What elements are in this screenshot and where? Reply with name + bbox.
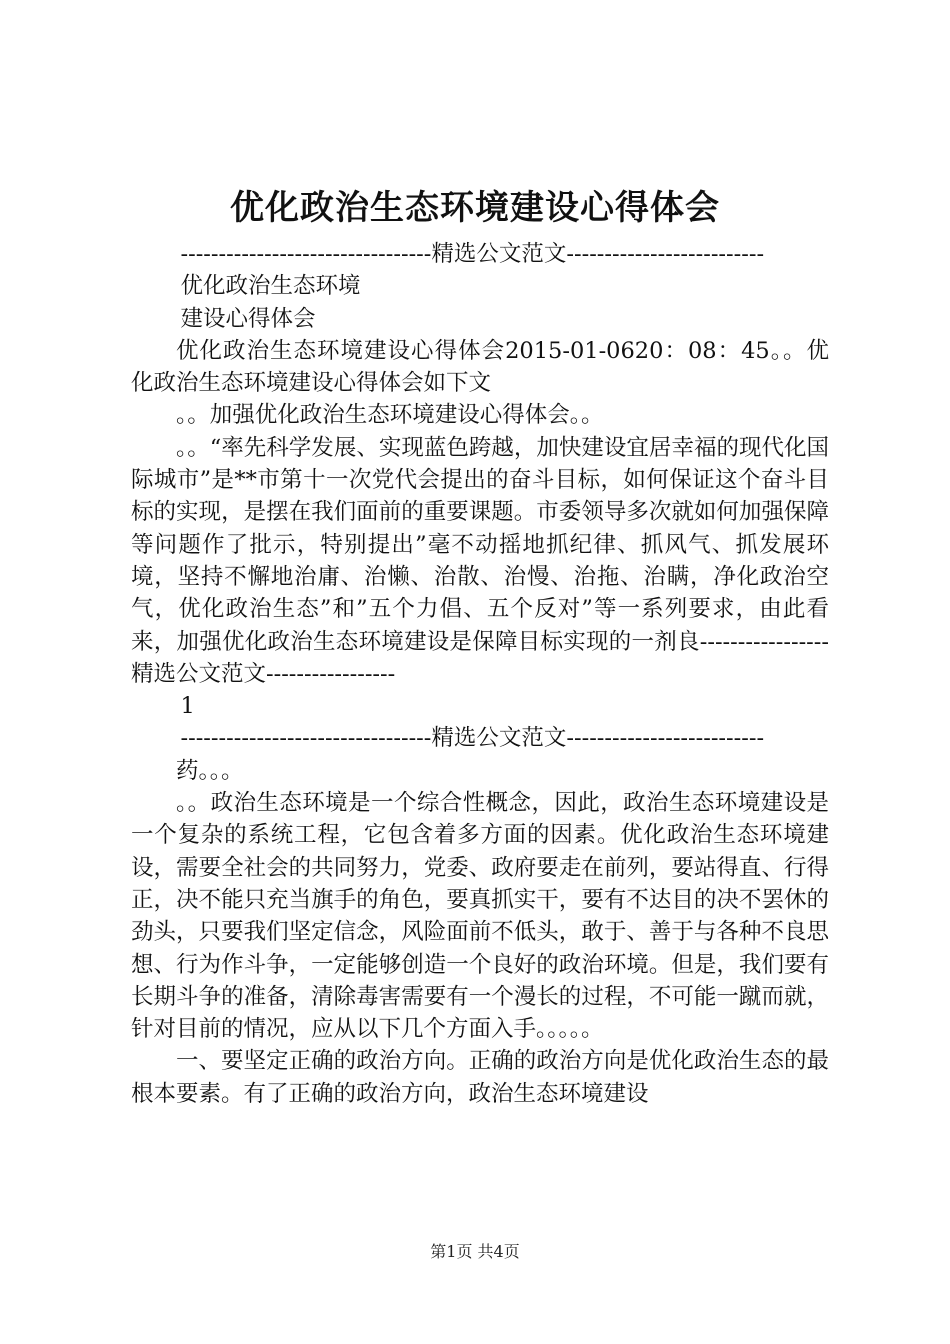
- body-paragraph: 一、要坚定正确的政治方向。正确的政治方向是优化政治生态的最根本要素。有了正确的政治方向，政治生态环境建设: [131, 1048, 829, 1107]
- separator-text: ---------------------------------精选公文范文--------------------------: [180, 241, 765, 267]
- body-paragraph: 。。政治生态环境是一个综合性概念，因此，政治生态环境建设是一个复杂的系统工程，它包含着多方面的因素。优化政治生态环境建设，需要全社会的共同努力，党委、政府要走在前列，要站得直、行得正，决不能只充当旗手的角色，要真抓实干，要有不达目的决不罢休的劲头，只要我们坚定信念，风险面前不低头，敢于、善于与各种不良思想、行为作斗争，一定能够创造一个良好的政治环境。但是，我们要有长期斗争的准备，清除毒害需要有一个漫长的过程，不可能一蹴而就，针对目前的情况，应从以下几个方面入手。。。。。: [131, 790, 829, 1043]
- sub-title-line: 建设心得体会: [180, 305, 316, 332]
- page-footer: 第1页 共4页: [430, 1242, 520, 1261]
- body-paragraph: 。。“率先科学发展、实现蓝色跨越，加快建设宜居幸福的现代化国际城市”是**市第十一次党代会提出的奋斗目标，如何保证这个奋斗目标的实现，是摆在我们面前的重要课题。市委领导多次就如何加强保障等问题作了批示，特别提出”毫不动摇地抓纪律、抓风气、抓发展环境，坚持不懈地治庸、治懒、治散、治慢、治拖、治瞒，净化政治空气，优化政治生态”和”五个力倡、五个反对”等一系列要求，由此看来，加强优化政治生态环境建设是保障目标实现的一剂良-----------------精选公文范文-----------------: [131, 434, 829, 687]
- separator-line: [131, 238, 829, 270]
- document-body: [131, 238, 829, 1110]
- page-marker: 1: [180, 693, 195, 720]
- separator-text: ---------------------------------精选公文范文--------------------------: [180, 725, 765, 752]
- sub-title-line: 优化政治生态环境: [180, 273, 361, 300]
- document-title: 优化政治生态环境建设心得体会: [230, 188, 720, 228]
- separator-line: [131, 722, 829, 754]
- intro-paragraph: 优化政治生态环境建设心得体会2015-01-0620：08：45。。优化政治生态环境建设心得体会如下文: [131, 337, 829, 397]
- body-paragraph: 药。。。: [176, 757, 244, 784]
- body-paragraph: 。。加强优化政治生态环境建设心得体会。。: [176, 402, 604, 429]
